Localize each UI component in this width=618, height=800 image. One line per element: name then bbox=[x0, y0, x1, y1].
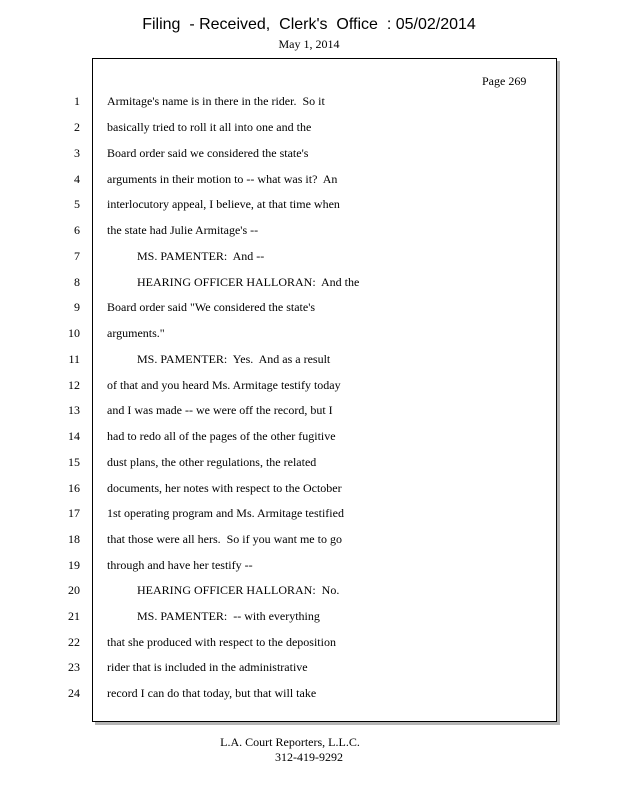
line-number: 4 bbox=[74, 172, 80, 186]
line-number: 11 bbox=[68, 352, 80, 366]
line-number: 14 bbox=[68, 429, 80, 443]
line-number: 15 bbox=[68, 455, 80, 469]
transcript-line: and I was made -- we were off the record, but I bbox=[107, 403, 333, 417]
transcript-line: MS. PAMENTER: Yes. And as a result bbox=[107, 352, 331, 366]
transcript-line: basically tried to roll it all into one and the bbox=[107, 120, 312, 134]
reporter-company: L.A. Court Reporters, L.L.C. bbox=[220, 735, 360, 749]
transcript-date: May 1, 2014 bbox=[278, 37, 340, 51]
line-number: 19 bbox=[68, 558, 80, 572]
line-number: 2 bbox=[74, 120, 80, 134]
line-number: 3 bbox=[74, 146, 80, 160]
line-number: 8 bbox=[74, 275, 80, 289]
line-number: 20 bbox=[68, 583, 80, 597]
transcript-line: dust plans, the other regulations, the related bbox=[107, 455, 317, 469]
line-number: 9 bbox=[74, 300, 80, 314]
transcript-line: 1st operating program and Ms. Armitage testified bbox=[107, 506, 344, 520]
line-number: 13 bbox=[68, 403, 80, 417]
transcript-line: Armitage's name is in there in the rider. So it bbox=[107, 94, 325, 108]
transcript-line: through and have her testify -- bbox=[107, 558, 253, 572]
page-number: Page 269 bbox=[482, 74, 527, 88]
line-number: 5 bbox=[74, 197, 80, 211]
line-number: 6 bbox=[74, 223, 80, 237]
line-number: 16 bbox=[68, 481, 80, 495]
line-number: 21 bbox=[68, 609, 80, 623]
line-number: 7 bbox=[74, 249, 80, 263]
transcript-line: Board order said "We considered the state's bbox=[107, 300, 316, 314]
line-number: 1 bbox=[74, 94, 80, 108]
transcript-line: the state had Julie Armitage's -- bbox=[107, 223, 259, 237]
transcript-line: arguments in their motion to -- what was it? An bbox=[107, 172, 338, 186]
filing-stamp: Filing - Received, Clerk's Office : 05/02/2014 bbox=[142, 16, 476, 33]
transcript-line: Board order said we considered the state's bbox=[107, 146, 309, 160]
transcript-line: arguments." bbox=[107, 326, 165, 340]
line-number: 23 bbox=[68, 660, 80, 674]
transcript-line: record I can do that today, but that will take bbox=[107, 686, 317, 700]
transcript-line: MS. PAMENTER: And -- bbox=[107, 249, 265, 263]
transcript-line: HEARING OFFICER HALLORAN: And the bbox=[107, 275, 360, 289]
transcript-line: HEARING OFFICER HALLORAN: No. bbox=[107, 583, 340, 597]
reporter-phone: 312-419-9292 bbox=[275, 750, 343, 764]
line-number: 18 bbox=[68, 532, 80, 546]
line-number: 12 bbox=[68, 378, 80, 392]
transcript-line: MS. PAMENTER: -- with everything bbox=[107, 609, 320, 623]
transcript-line: had to redo all of the pages of the other fugitive bbox=[107, 429, 336, 443]
transcript-line: interlocutory appeal, I believe, at that time when bbox=[107, 197, 340, 211]
transcript-line: rider that is included in the administrative bbox=[107, 660, 308, 674]
line-number: 10 bbox=[68, 326, 80, 340]
line-number: 17 bbox=[68, 506, 80, 520]
transcript-line: that those were all hers. So if you want me to go bbox=[107, 532, 342, 546]
transcript-line: that she produced with respect to the deposition bbox=[107, 635, 336, 649]
transcript-line: of that and you heard Ms. Armitage testify today bbox=[107, 378, 341, 392]
line-number: 22 bbox=[68, 635, 80, 649]
line-number: 24 bbox=[68, 686, 80, 700]
transcript-line: documents, her notes with respect to the October bbox=[107, 481, 342, 495]
